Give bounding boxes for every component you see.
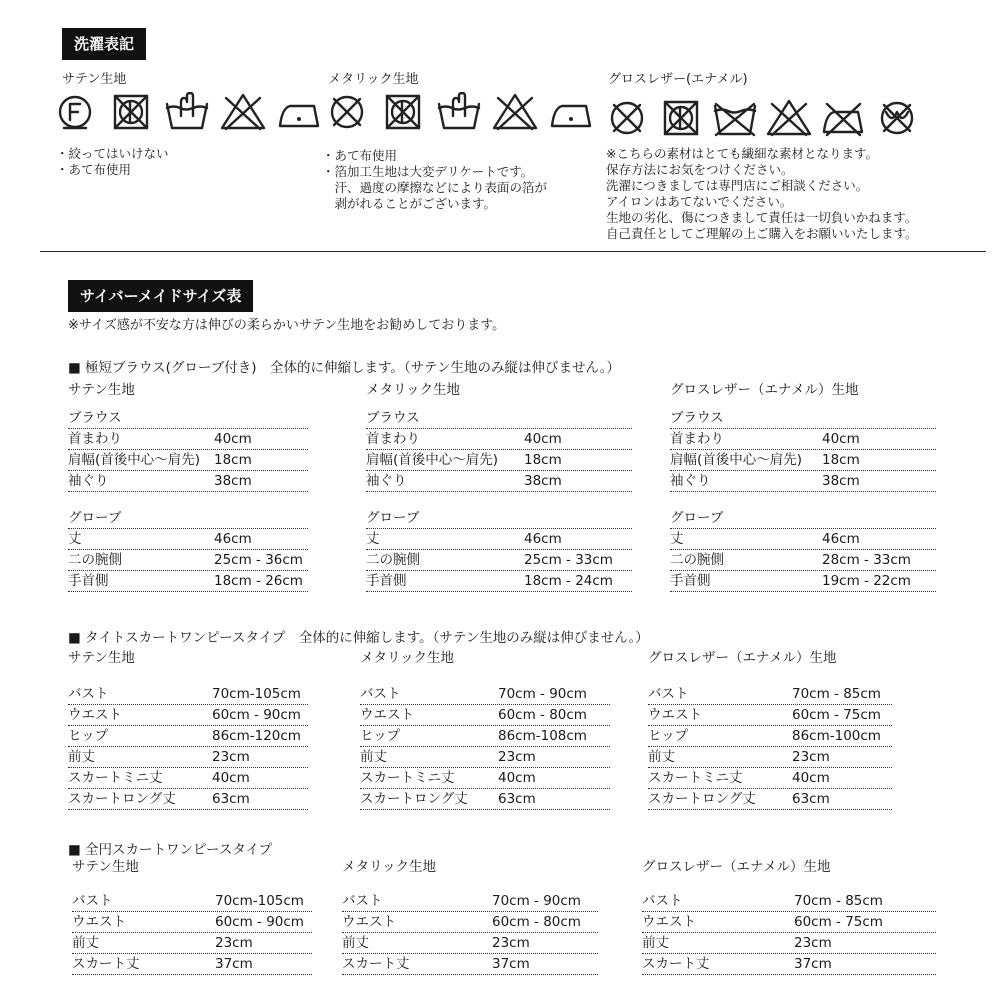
column-title: メタリック生地	[360, 650, 454, 666]
row-label: 二の腕側	[68, 552, 122, 568]
table-row	[366, 571, 632, 592]
row-label: 首まわり	[68, 431, 122, 447]
row-value: 23cm	[492, 935, 530, 951]
care-satin-icons	[50, 92, 324, 132]
care-metallic-notes	[322, 148, 547, 212]
care-satin-title: サテン生地	[62, 72, 127, 87]
table-row	[648, 747, 892, 768]
row-label: スカートミニ丈	[68, 770, 163, 786]
table-row	[360, 768, 610, 789]
t1-gloss-column	[670, 380, 936, 592]
row-value: 37cm	[492, 956, 530, 972]
row-label: バスト	[648, 686, 689, 702]
care-gloss-title: グロスレザー(エナメル)	[608, 72, 748, 87]
note-line: ・箔加工生地は大変デリケートです。	[322, 164, 534, 179]
table-row	[68, 429, 308, 450]
table-row	[68, 747, 308, 768]
t1-satin-column	[68, 380, 308, 592]
table2-heading: ■ タイトスカートワンピースタイプ 全体的に伸縮します。（サテン生地のみ縦は伸びません。）	[68, 630, 649, 646]
row-value: 63cm	[792, 791, 830, 807]
row-label: 肩幅(首後中心～肩先)	[670, 452, 803, 468]
row-value: 46cm	[822, 531, 860, 547]
dry-clean-f-icon	[50, 92, 100, 132]
t2-metallic-column	[360, 648, 610, 810]
table-row	[670, 471, 936, 492]
row-value: 37cm	[215, 956, 253, 972]
table-row	[360, 684, 610, 705]
table-row	[366, 429, 632, 450]
row-value: 40cm	[212, 770, 250, 786]
row-value: 40cm	[792, 770, 830, 786]
t3-satin-column	[72, 857, 312, 975]
table3-heading: ■ 全円スカートワンピースタイプ	[68, 842, 273, 858]
row-value: 60cm - 75cm	[792, 707, 881, 723]
wash-prohibited-icon	[710, 98, 760, 138]
iron-low-icon	[546, 92, 596, 132]
group-title-blouse: ブラウス	[670, 408, 936, 429]
column-title: サテン生地	[68, 650, 135, 666]
row-value: 38cm	[214, 473, 252, 489]
table-row	[72, 891, 312, 912]
column-title: メタリック生地	[366, 382, 460, 398]
care-section-label: 洗濯表記	[62, 28, 146, 60]
table-row	[360, 705, 610, 726]
bleach-prohibited-icon	[490, 92, 540, 132]
row-label: 前丈	[342, 935, 369, 951]
row-label: 前丈	[68, 749, 95, 765]
row-value: 40cm	[524, 431, 562, 447]
column-title: グロスレザー（エナメル）生地	[648, 650, 837, 666]
row-label: ヒップ	[360, 728, 401, 744]
row-label: スカートロング丈	[360, 791, 468, 807]
table-row	[68, 768, 308, 789]
table-row	[342, 912, 598, 933]
table-row	[68, 571, 308, 592]
table-row	[648, 768, 892, 789]
row-label: 前丈	[72, 935, 99, 951]
note-line: 洗濯につきましては専門店にご相談ください。	[606, 178, 869, 193]
row-value: 46cm	[524, 531, 562, 547]
row-value: 46cm	[214, 531, 252, 547]
bleach-prohibited-icon	[764, 98, 814, 138]
section-divider	[40, 251, 986, 252]
row-value: 23cm	[794, 935, 832, 951]
table-row	[366, 450, 632, 471]
row-label: 前丈	[648, 749, 675, 765]
row-label: 首まわり	[670, 431, 724, 447]
table-row	[642, 912, 936, 933]
care-satin-notes	[56, 146, 169, 178]
hand-wash-icon	[162, 92, 212, 132]
table-row	[648, 789, 892, 810]
row-value: 60cm - 90cm	[212, 707, 301, 723]
iron-low-icon	[274, 92, 324, 132]
table-row	[366, 529, 632, 550]
note-line: 剥がれることがございます。	[322, 196, 497, 211]
group-title-glove: グローブ	[366, 508, 632, 529]
row-label: 二の腕側	[366, 552, 420, 568]
t3-metallic-column	[342, 857, 598, 975]
row-label: スカート丈	[642, 956, 710, 972]
table-row	[670, 429, 936, 450]
table-row	[360, 726, 610, 747]
column-title: グロスレザー（エナメル）生地	[642, 859, 831, 875]
row-value: 86cm-120cm	[212, 728, 301, 744]
table-row	[68, 550, 308, 571]
row-value: 70cm - 85cm	[794, 893, 883, 909]
row-value: 63cm	[212, 791, 250, 807]
row-label: ヒップ	[68, 728, 109, 744]
row-value: 60cm - 80cm	[498, 707, 587, 723]
row-label: 二の腕側	[670, 552, 724, 568]
note-line: 汗、過度の摩擦などにより表面の箔が	[322, 180, 548, 195]
row-value: 25cm - 33cm	[524, 552, 613, 568]
row-label: 丈	[670, 531, 684, 547]
column-title: グロスレザー（エナメル）生地	[670, 382, 859, 398]
care-gloss-icons	[602, 98, 922, 138]
table-row	[72, 912, 312, 933]
row-value: 40cm	[822, 431, 860, 447]
table-row	[670, 571, 936, 592]
row-value: 63cm	[498, 791, 536, 807]
table-row	[366, 550, 632, 571]
row-label: 手首側	[68, 573, 109, 589]
row-label: スカートロング丈	[68, 791, 176, 807]
row-label: スカートミニ丈	[360, 770, 455, 786]
row-value: 23cm	[212, 749, 250, 765]
table1-heading: ■ 極短ブラウス(グローブ付き) 全体的に伸縮します。（サテン生地のみ縦は伸びません。）	[68, 360, 621, 376]
table-row	[642, 891, 936, 912]
row-label: 肩幅(首後中心～肩先)	[366, 452, 499, 468]
row-label: ウエスト	[648, 707, 702, 723]
t3-gloss-column	[642, 857, 936, 975]
table-row	[342, 933, 598, 954]
row-label: 肩幅(首後中心～肩先)	[68, 452, 201, 468]
group-title-glove: グローブ	[670, 508, 936, 529]
row-value: 28cm - 33cm	[822, 552, 911, 568]
dry-clean-prohibited-icon	[602, 98, 652, 138]
row-label: ウエスト	[642, 914, 696, 930]
row-label: 袖ぐり	[68, 473, 109, 489]
row-value: 18cm - 24cm	[524, 573, 613, 589]
row-label: バスト	[360, 686, 401, 702]
row-label: 袖ぐり	[366, 473, 407, 489]
table-row	[648, 705, 892, 726]
hand-wash-icon	[434, 92, 484, 132]
table-row	[342, 954, 598, 975]
row-value: 40cm	[214, 431, 252, 447]
iron-prohibited-icon	[818, 98, 868, 138]
care-metallic-title: メタリック生地	[328, 72, 419, 87]
row-label: スカートミニ丈	[648, 770, 743, 786]
row-value: 25cm - 36cm	[214, 552, 303, 568]
row-value: 40cm	[498, 770, 536, 786]
tumble-dry-prohibited-icon	[378, 92, 428, 132]
table-row	[68, 529, 308, 550]
row-value: 37cm	[794, 956, 832, 972]
column-title: サテン生地	[68, 382, 135, 398]
size-section-label: サイバーメイドサイズ表	[68, 280, 253, 312]
row-value: 18cm	[214, 452, 252, 468]
dry-clean-prohibited-icon	[322, 92, 372, 132]
table-row	[68, 450, 308, 471]
table-row	[360, 747, 610, 768]
row-label: バスト	[68, 686, 109, 702]
row-label: 前丈	[360, 749, 387, 765]
row-value: 18cm	[524, 452, 562, 468]
row-label: 丈	[366, 531, 380, 547]
column-title: メタリック生地	[342, 859, 436, 875]
group-title-blouse: ブラウス	[68, 408, 308, 429]
row-value: 38cm	[822, 473, 860, 489]
row-label: 手首側	[366, 573, 407, 589]
note-line: ・あて布使用	[56, 162, 132, 177]
table-row	[68, 471, 308, 492]
row-value: 18cm	[822, 452, 860, 468]
row-label: バスト	[342, 893, 383, 909]
row-label: バスト	[72, 893, 113, 909]
row-value: 23cm	[215, 935, 253, 951]
wring-prohibited-icon	[872, 98, 922, 138]
row-value: 70cm - 90cm	[498, 686, 587, 702]
row-value: 23cm	[792, 749, 830, 765]
note-line: 自己責任としてご理解の上ご購入をお願いいたします。	[606, 226, 918, 241]
row-value: 38cm	[524, 473, 562, 489]
row-value: 60cm - 80cm	[492, 914, 581, 930]
table-row	[366, 471, 632, 492]
table-row	[360, 789, 610, 810]
tumble-dry-prohibited-icon	[656, 98, 706, 138]
group-title-glove: グローブ	[68, 508, 308, 529]
bleach-prohibited-icon	[218, 92, 268, 132]
row-value: 70cm-105cm	[212, 686, 301, 702]
row-value: 19cm - 22cm	[822, 573, 911, 589]
row-value: 60cm - 90cm	[215, 914, 304, 930]
row-label: 前丈	[642, 935, 669, 951]
note-line: ※こちらの素材はとても繊細な素材となります。	[606, 146, 878, 161]
size-note: ※サイズ感が不安な方は伸びの柔らかいサテン生地をお勧めしております。	[68, 318, 506, 333]
table-row	[670, 550, 936, 571]
t2-gloss-column	[648, 648, 892, 810]
row-label: 袖ぐり	[670, 473, 711, 489]
note-line: 生地の劣化、傷につきまして責任は一切負いかねます。	[606, 210, 918, 225]
table-row	[72, 933, 312, 954]
table-row	[642, 933, 936, 954]
row-label: ヒップ	[648, 728, 689, 744]
row-label: ウエスト	[342, 914, 396, 930]
row-label: 丈	[68, 531, 82, 547]
row-value: 70cm-105cm	[215, 893, 304, 909]
table-row	[642, 954, 936, 975]
t1-metallic-column	[366, 380, 632, 592]
row-label: ウエスト	[360, 707, 414, 723]
table-row	[670, 529, 936, 550]
note-line: 保存方法にお気をつけください。	[606, 162, 794, 177]
t2-satin-column	[68, 648, 308, 810]
table-row	[648, 726, 892, 747]
table-row	[68, 726, 308, 747]
row-value: 23cm	[498, 749, 536, 765]
table-row	[670, 450, 936, 471]
row-value: 70cm - 85cm	[792, 686, 881, 702]
row-value: 18cm - 26cm	[214, 573, 303, 589]
care-metallic-icons	[322, 92, 596, 132]
note-line: ・絞ってはいけない	[56, 146, 169, 161]
row-label: ウエスト	[72, 914, 126, 930]
row-label: ウエスト	[68, 707, 122, 723]
note-line: ・あて布使用	[322, 148, 398, 163]
group-title-blouse: ブラウス	[366, 408, 632, 429]
row-label: バスト	[642, 893, 683, 909]
row-value: 86cm-108cm	[498, 728, 587, 744]
row-value: 86cm-100cm	[792, 728, 881, 744]
table-row	[72, 954, 312, 975]
table-row	[68, 705, 308, 726]
tumble-dry-prohibited-icon	[106, 92, 156, 132]
row-value: 60cm - 75cm	[794, 914, 883, 930]
table-row	[342, 891, 598, 912]
note-line: アイロンはあてないでください。	[606, 194, 793, 209]
row-label: 首まわり	[366, 431, 420, 447]
row-value: 70cm - 90cm	[492, 893, 581, 909]
table-row	[648, 684, 892, 705]
row-label: スカートロング丈	[648, 791, 756, 807]
table-row	[68, 789, 308, 810]
row-label: スカート丈	[72, 956, 140, 972]
table-row	[68, 684, 308, 705]
column-title: サテン生地	[72, 859, 139, 875]
row-label: スカート丈	[342, 956, 410, 972]
care-gloss-notes	[606, 146, 918, 242]
row-label: 手首側	[670, 573, 711, 589]
